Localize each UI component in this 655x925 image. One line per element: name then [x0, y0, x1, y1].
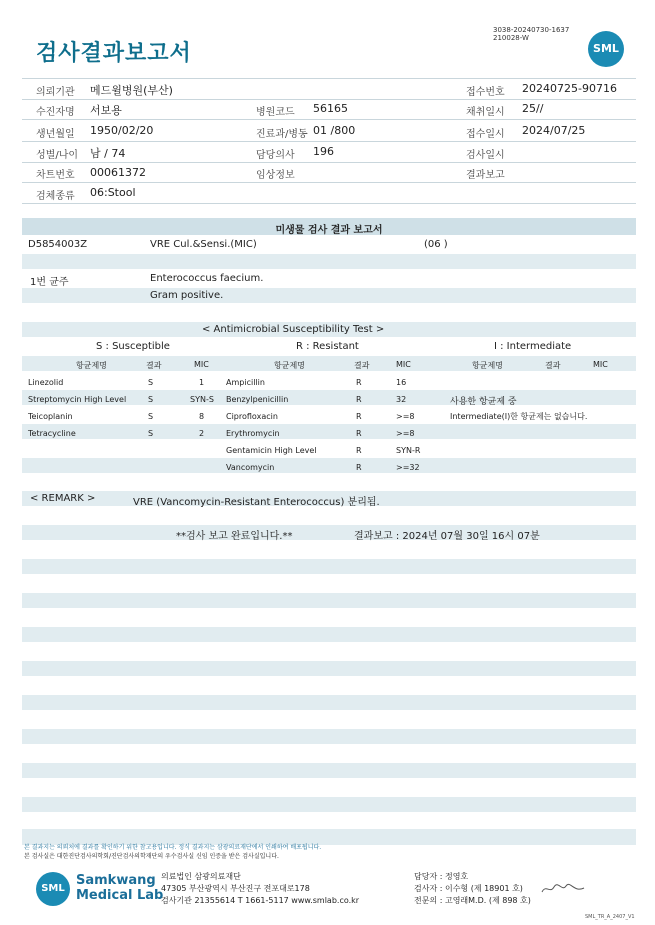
drug-result: R — [356, 463, 362, 472]
row-band — [22, 424, 636, 439]
divider — [22, 141, 636, 142]
drug-mic: 1 — [199, 378, 205, 387]
drug-result: S — [148, 378, 154, 387]
ast-title: < Antimicrobial Susceptibility Test > — [202, 324, 385, 335]
footer-notice-2: 본 검사실은 대한진단검사의학회/진단검사의학재단의 우수검사실 신임 인증을 받은 검사실입니다. — [24, 853, 279, 860]
row-band — [22, 254, 636, 269]
header-drug: 항균제명 — [76, 361, 107, 370]
test-id: D5854003Z — [28, 239, 88, 250]
value-birth-date: 1950/02/20 — [90, 124, 154, 137]
drug-result: R — [356, 429, 362, 438]
drug-result: R — [356, 412, 362, 421]
label-clinical-info: 임상정보 — [256, 170, 295, 181]
header-result: 결과 — [545, 361, 561, 370]
drug-name: Benzylpenicillin — [226, 395, 289, 404]
doc-code-1: 3038-20240730-1637 — [493, 26, 570, 34]
sml-logo: SML — [588, 31, 624, 67]
row-band — [22, 525, 636, 540]
label-hospital-code: 병원코드 — [256, 107, 295, 118]
value-patient-name: 서보용 — [90, 104, 122, 117]
label-attending-doctor: 담당의사 — [256, 150, 295, 161]
test-code: (06 ) — [424, 239, 448, 250]
drug-mic: 8 — [199, 412, 205, 421]
label-receipt-time: 접수일시 — [466, 129, 505, 140]
form-code: SML_TR_A_2407_V1 — [585, 914, 635, 920]
drug-name: Linezolid — [28, 378, 64, 387]
footer-tester: 검사자 : 이수형 (제 18901 호) — [414, 884, 523, 893]
brand-line-1: Samkwang — [76, 873, 156, 888]
header-mic: MIC — [396, 360, 411, 369]
divider — [22, 78, 636, 79]
signature-image — [540, 882, 586, 896]
drug-mic: SYN-R — [396, 446, 421, 455]
row-band — [22, 763, 636, 778]
drug-result: R — [356, 446, 362, 455]
brand-line-2: Medical Lab — [76, 888, 164, 903]
divider — [22, 182, 636, 183]
value-chart-number: 00061372 — [90, 166, 146, 179]
legend-susceptible: S : Susceptible — [96, 341, 170, 352]
row-band — [22, 559, 636, 574]
header-result: 결과 — [354, 361, 370, 370]
legend-resistant: R : Resistant — [296, 341, 359, 352]
value-requesting-institution: 메드윌병원(부산) — [90, 84, 173, 97]
label-chart-number: 차트번호 — [36, 170, 75, 181]
row-band — [22, 627, 636, 642]
value-receipt-number: 20240725-90716 — [522, 82, 617, 95]
row-band — [22, 797, 636, 812]
header-mic: MIC — [593, 360, 608, 369]
remark-text: VRE (Vancomycin-Resistant Enterococcus) 분리됨. — [133, 497, 380, 508]
drug-mic: >=32 — [396, 463, 420, 472]
value-receipt-time: 2024/07/25 — [522, 124, 586, 137]
drug-mic: 2 — [199, 429, 205, 438]
label-sex-age: 성별/나이 — [36, 150, 79, 161]
note-no-intermediate: Intermediate(I)한 항균제는 없습니다. — [450, 412, 588, 421]
row-band — [22, 288, 636, 303]
drug-name: Vancomycin — [226, 463, 275, 472]
row-band — [22, 593, 636, 608]
footer-notice-1: 본 결과지는 의뢰처에 결과를 확인하기 위한 참고용입니다. 정식 결과지는 삼광의료재단에서 인쇄하여 배포됩니다. — [24, 844, 322, 851]
row-band — [22, 729, 636, 744]
drug-name: Gentamicin High Level — [226, 446, 317, 455]
remark-label: < REMARK > — [30, 493, 96, 504]
value-specimen-type: 06:Stool — [90, 186, 136, 199]
test-name: VRE Cul.&Sensi.(MIC) — [150, 239, 257, 250]
label-collection-time: 채취일시 — [466, 107, 505, 118]
drug-mic: 32 — [396, 395, 407, 404]
footer-org: 의료법인 삼광의료재단 — [161, 872, 241, 881]
drug-mic: >=8 — [396, 412, 415, 421]
drug-name: Ampicillin — [226, 378, 265, 387]
organism-name: Enterococcus faecium. — [150, 273, 264, 284]
drug-name: Tetracycline — [28, 429, 76, 438]
value-sex-age: 남 / 74 — [90, 147, 126, 160]
drug-result: S — [148, 395, 154, 404]
label-department-ward: 진료과/병동 — [256, 129, 308, 140]
organism-label: 1번 균주 — [30, 277, 69, 288]
footer-contact: 검사기관 21355614 T 1661-5117 www.smlab.co.kr — [161, 896, 360, 905]
drug-result: S — [148, 429, 154, 438]
label-requesting-institution: 의뢰기관 — [36, 87, 75, 98]
note-used-antimicrobials: 사용한 항균제 중 — [450, 397, 517, 407]
doc-code — [493, 26, 569, 42]
row-band — [22, 661, 636, 676]
page-title: 검사결과보고서 — [36, 41, 192, 66]
drug-result: R — [356, 395, 362, 404]
row-band — [22, 458, 636, 473]
divider — [22, 119, 636, 120]
drug-result: R — [356, 378, 362, 387]
label-birth-date: 생년월일 — [36, 129, 75, 140]
footer-address: 47305 부산광역시 부산진구 전포대로178 — [161, 884, 310, 893]
drug-result: S — [148, 412, 154, 421]
doc-code-2: 210028-W — [493, 34, 529, 42]
footer-specialist: 전문의 : 고영래M.D. (제 898 호) — [414, 896, 531, 905]
divider — [22, 162, 636, 163]
value-hospital-code: 56165 — [313, 102, 348, 115]
value-attending-doctor: 196 — [313, 145, 334, 158]
footer-sml-logo: SML — [36, 872, 70, 906]
drug-name: Erythromycin — [226, 429, 280, 438]
footer-person-in-charge: 담당자 : 정영호 — [414, 872, 469, 881]
gram-stain: Gram positive. — [150, 290, 224, 301]
report-complete: **검사 보고 완료입니다.** — [176, 531, 293, 542]
label-patient-name: 수진자명 — [36, 107, 75, 118]
report-time: 결과보고 : 2024년 07월 30일 16시 07분 — [354, 531, 540, 542]
drug-name: Teicoplanin — [28, 412, 73, 421]
drug-mic: 16 — [396, 378, 407, 387]
footer-brand — [76, 873, 163, 903]
drug-mic: >=8 — [396, 429, 415, 438]
divider — [22, 203, 636, 204]
table-header-band — [22, 356, 636, 371]
legend-intermediate: I : Intermediate — [494, 341, 572, 352]
divider — [22, 99, 636, 100]
header-mic: MIC — [194, 360, 209, 369]
drug-name: Ciprofloxacin — [226, 412, 278, 421]
label-test-time: 검사일시 — [466, 150, 505, 161]
label-specimen-type: 검체종류 — [36, 191, 75, 202]
label-result-report: 결과보고 — [466, 170, 505, 181]
value-collection-time: 25// — [522, 102, 544, 115]
header-drug: 항균제명 — [472, 361, 503, 370]
row-band — [22, 695, 636, 710]
header-result: 결과 — [146, 361, 162, 370]
label-receipt-number: 접수번호 — [466, 87, 505, 98]
section-title: 미생물 검사 결과 보고서 — [275, 225, 383, 236]
drug-name: Streptomycin High Level — [28, 395, 127, 404]
header-drug: 항균제명 — [274, 361, 305, 370]
value-department-ward: 01 /800 — [313, 124, 356, 137]
drug-mic: SYN-S — [190, 395, 214, 404]
